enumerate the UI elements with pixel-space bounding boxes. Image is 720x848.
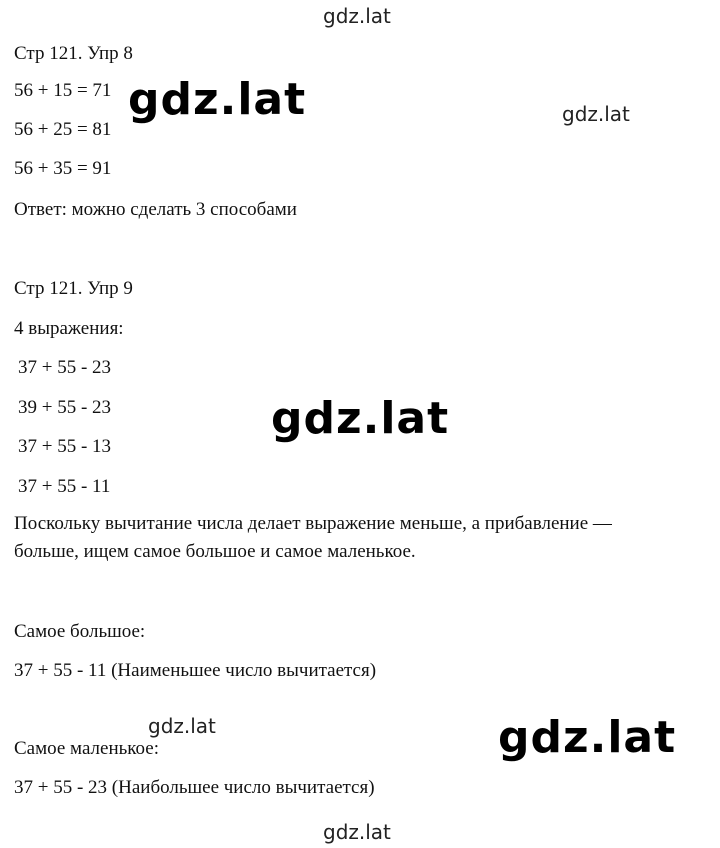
expression-line: 37 + 55 - 13 [18,436,112,457]
watermark-large-3: gdz.lat [498,712,677,763]
explanation-line-1: Поскольку вычитание числа делает выражение меньше, а прибавление — [14,513,612,534]
smallest-label: Самое маленькое: [14,738,159,759]
equation-line: 56 + 35 = 91 [14,158,112,179]
exercise-9-heading: Стр 121. Упр 9 [14,278,133,299]
watermark-bottom: gdz.lat [323,820,391,844]
expression-line: 37 + 55 - 23 [18,357,112,378]
watermark-large-1: gdz.lat [128,74,307,125]
watermark-top: gdz.lat [323,4,391,28]
expression-line: 37 + 55 - 11 [18,476,111,497]
exercise-8-answer: Ответ: можно сделать 3 способами [14,199,297,220]
expression-line: 39 + 55 - 23 [18,397,112,418]
exercise-8-heading: Стр 121. Упр 8 [14,43,133,64]
explanation-line-2: больше, ищем самое большое и самое маленькое. [14,541,416,562]
watermark-large-2: gdz.lat [271,393,450,444]
smallest-value: 37 + 55 - 23 (Наибольшее число вычитается) [14,777,375,798]
watermark-lower-left: gdz.lat [148,714,216,738]
watermark-right: gdz.lat [562,102,630,126]
exercise-9-subheading: 4 выражения: [14,318,124,339]
equation-line: 56 + 15 = 71 [14,80,112,101]
largest-label: Самое большое: [14,621,146,642]
equation-line: 56 + 25 = 81 [14,119,112,140]
largest-value: 37 + 55 - 11 (Наименьшее число вычитается) [14,660,377,681]
